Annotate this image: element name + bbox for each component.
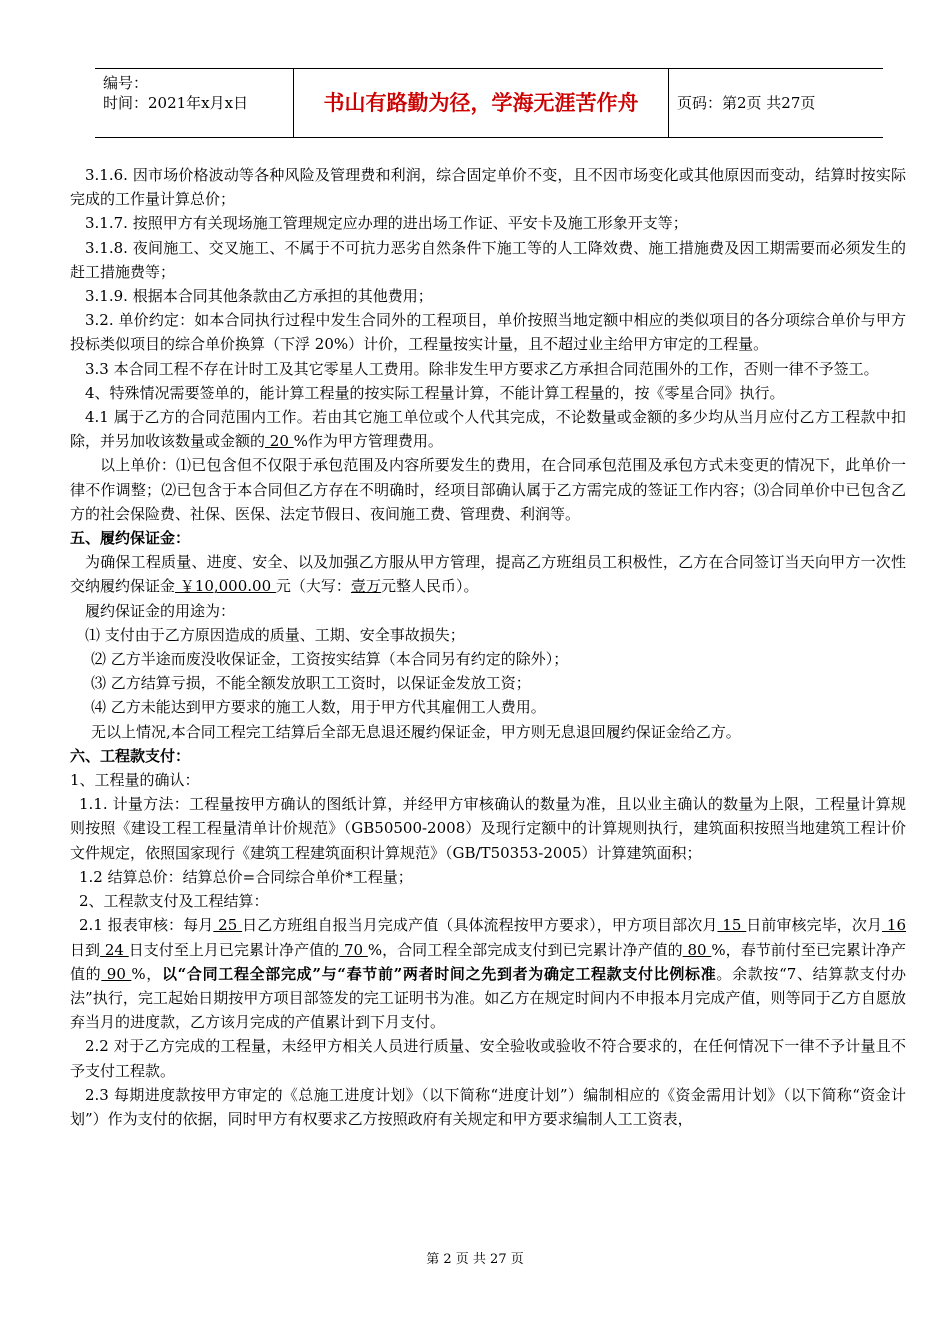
header-divider (668, 69, 669, 137)
deposit-usage-item: ⑴ 支付由于乙方原因造成的质量、工期、安全事故损失； (85, 625, 465, 644)
clause-text: 。余款按“7、结算款支付办法”执行，完工起始日期按甲方项目部签发的完工证明书为准。如乙方在规定时间内不申报本月完成产值，则等同于乙方自愿放弃当月的进度款，乙方该月完成的产值累计到下月支付。 (70, 964, 907, 1032)
section-heading-6: 六、工程款支付： (70, 746, 191, 765)
deposit-refund-note: 无以上情况,本合同工程完工结算后全部无息退还履约保证金，甲方则无息退回履约保证金给乙方。 (91, 722, 741, 741)
clause-3-1-8: 3.1.8. 夜间施工、交叉施工、不属于不可抗力恶劣自然条件下施工等的人工降效费、施工措施费及因工期需要而必须发生的赶工措施费等； (70, 238, 906, 281)
document-body (70, 163, 906, 1131)
clause-text: %，合同工程全部完成支付到已完累计净产值的 (367, 940, 683, 959)
filled-value: 24 (100, 940, 129, 959)
bold-rule-text: 以“合同工程全部完成”与“春节前”两者时间之先到者为确定工程款支付比例标准 (161, 964, 717, 983)
clause-text: 为确保工程质量、进度、安全、以及加强乙方服从甲方管理，提高乙方班组员工积极性，乙方在合同签订当天向甲方一次性交纳履约保证金 (70, 553, 906, 596)
clause-3-3: 3.3 本合同工程不存在计时工及其它零星人工费用。除非发生甲方要求乙方承担合同范围外的工作，否则一律不予签工。 (85, 359, 879, 378)
document-time-label: 时间：2021年x月x日 (103, 94, 249, 112)
filled-value: 20 (265, 432, 294, 451)
clause-text: 元（大写： (275, 577, 351, 596)
clause-1-1: 1.1. 计量方法：工程量按甲方确认的图纸计算，并经甲方审核确认的数量为准，且以业主确认的数量为上限，工程量计算规则按照《建设工程工程量清单计价规范》（GB50500-2008）及现行定额中的计算规则执行，建筑面积按照当地建筑工程计价文件规定，依照国家现行《建筑工程建筑面积计算规范》（GB/T50353-2005）计算建筑面积； (70, 795, 906, 862)
clause-3-1-6: 3.1.6. 因市场价格波动等各种风险及管理费和利润，综合固定单价不变，且不因市场变化或其他原因而变动，结算时按实际完成的工作量计算总价； (70, 166, 906, 209)
clause-text: %，春节前付至已完累计净产值的 (70, 940, 906, 983)
unit-price-note: 以上单价：⑴已包含但不仅限于承包范围及内容所要发生的费用，在合同承包范围及承包方式未变更的情况下，此单价一律不作调整；⑵已包含于本合同但乙方存在不明确时，经项目部确认属于乙方需完成的签证工作内容；⑶合同单价中已包含乙方的社会保险费、社保、医保、法定节假日、夜间施工费、管理费、利润等。 (70, 456, 906, 523)
deposit-usage-item: ⑷ 乙方未能达到甲方要求的施工人数，用于甲方代其雇佣工人费用。 (91, 698, 546, 717)
deposit-usage-item: ⑶ 乙方结算亏损，不能全额发放职工工资时，以保证金发放工资； (91, 674, 531, 693)
clause-3-2: 3.2. 单价约定：如本合同执行过程中发生合同外的工程项目，单价按照当地定额中相应的类似项目的各分项综合单价与甲方投标类似项目的综合单价换算（下浮 20%）计价，工程量按实计量，且不超过业主给甲方审定的工程量。 (70, 311, 906, 354)
clause-text: %作为甲方管理费用。 (293, 432, 443, 451)
clause-text: 日乙方班组自报当月完成产值（具体流程按甲方要求），甲方项目部次月 (242, 916, 718, 935)
filled-value: 15 (717, 916, 747, 935)
clause-2-3: 2.3 每期进度款按甲方审定的《总施工进度计划》（以下简称“进度计划”）编制相应的《资金需用计划》（以下简称“资金计划”）作为支付的依据，同时甲方有权要求乙方按照政府有关规定和甲方要求编制人工工资表， (70, 1085, 906, 1128)
header-page-number: 页码：第2页 共27页 (677, 94, 816, 112)
deposit-usage-intro: 履约保证金的用途为： (85, 601, 236, 620)
section-heading-5: 五、履约保证金： (70, 529, 191, 548)
filled-value: 70 (339, 940, 368, 959)
filled-value: 16 (882, 916, 907, 935)
clause-text: 日支付至上月已完累计净产值的 (128, 940, 340, 959)
clause-4-1 (70, 405, 906, 453)
filled-value: 80 (682, 940, 712, 959)
header-motto: 书山有路勤为径，学海无涯苦作舟 (323, 90, 639, 115)
filled-value: ￥10,000.00 (175, 577, 276, 596)
clause-4: 4、特殊情况需要签单的，能计算工程量的按实际工程量计算，不能计算工程量的，按《零星合同》执行。 (85, 383, 785, 402)
document-number-label: 编号： (103, 74, 149, 92)
clause-3-1-9: 3.1.9. 根据本合同其他条款由乙方承担的其他费用； (85, 287, 433, 306)
clause-2: 2、工程款支付及工程结算： (79, 892, 269, 911)
deposit-paragraph (70, 550, 906, 598)
filled-value: 壹万 (350, 577, 381, 596)
clause-2-1 (70, 913, 906, 1034)
page-footer: 第 2 页 共 27 页 (426, 1252, 524, 1267)
clause-text: 日前审核完毕，次月 (746, 916, 883, 935)
clause-text: 4.1 属于乙方的合同范围内工作。若由其它施工单位或个人代其完成，不论数量或金额的多少均从当月应付乙方工程款中扣除，并另加收该数量或金额的 (70, 408, 906, 451)
clause-text: 2.1 报表审核：每月 (79, 916, 214, 935)
clause-2-2: 2.2 对于乙方完成的工程量，未经甲方相关人员进行质量、安全验收或验收不符合要求的，在任何情况下一律不予计量且不予支付工程款。 (70, 1037, 906, 1080)
header-meta (103, 73, 293, 113)
filled-value: 25 (213, 916, 243, 935)
clause-text: 日到 (70, 940, 101, 959)
clause-1-2: 1.2 结算总价：结算总价=合同综合单价*工程量； (79, 867, 413, 886)
clause-text: %， (131, 964, 162, 983)
clause-1: 1、工程量的确认： (70, 771, 200, 790)
filled-value: 90 (101, 964, 132, 983)
clause-3-1-7: 3.1.7. 按照甲方有关现场施工管理规定应办理的进出场工作证、平安卡及施工形象开支等； (85, 214, 688, 233)
page-header (95, 68, 883, 138)
clause-text: 元整人民币）。 (380, 577, 479, 596)
deposit-usage-item: ⑵ 乙方半途而废没收保证金，工资按实结算（本合同另有约定的除外）； (91, 650, 569, 669)
